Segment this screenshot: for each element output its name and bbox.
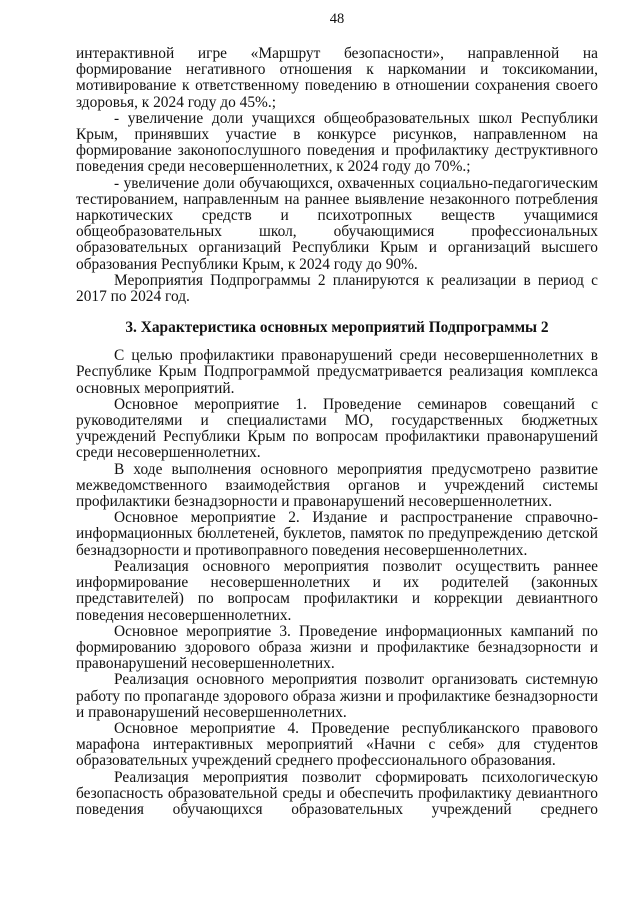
paragraph: Реализация мероприятия позволит сформировать психологическую безопасность образовательной среды и обеспечить профилактику девиантного поведения обучающихся образовательных учреждений среднего — [76, 768, 598, 818]
paragraph: Реализация основного мероприятия позволит осуществить раннее информирование несовершеннолетних и их родителей (законных представителей) по вопросам профилактики и коррекции девиантного поведения несовершеннолетних. — [76, 557, 598, 624]
paragraph: Реализация основного мероприятия позволит организовать системную работу по пропаганде здорового образа жизни и профилактике безнадзорности и правонарушений несовершеннолетних. — [76, 671, 598, 721]
list-item: - увеличение доли учащихся общеобразовательных школ Республики Крым, принявших участие в конкурсе рисунков, направленном на формирование законопослушного поведения и профилактику деструктивного поведения среди несовершеннолетних, к 2024 году до 70%.; — [76, 109, 598, 176]
paragraph: Основное мероприятие 1. Проведение семинаров совещаний с руководителями и специалистами МО, государственных бюджетных учреждений Республики Крым по вопросам профилактики правонарушений среди несовершеннолетних. — [76, 395, 598, 462]
paragraph: Мероприятия Подпрограммы 2 планируются к реализации в период с 2017 по 2024 год. — [76, 271, 598, 306]
document-page — [76, 10, 598, 818]
paragraph: Основное мероприятие 4. Проведение республиканского правового марафона интерактивных мероприятий «Начни с себя» для студентов образовательных учреждений среднего профессионального образования. — [76, 719, 598, 770]
paragraph: С целью профилактики правонарушений среди несовершеннолетних в Республике Крым Подпрограммой предусматривается реализация комплекса основных мероприятий. — [76, 347, 598, 397]
list-item: - увеличение доли обучающихся, охваченных социально-педагогическим тестированием, направленным на раннее выявление незаконного потребления наркотических средств и психотропных веществ учащимися общеобразовательных школ, обучающимися профессиональных образовательных организаций Республики Крым и организаций высшего образования Республики Крым, к 2024 году до 90%. — [76, 174, 598, 273]
page-number: 48 — [329, 11, 345, 27]
paragraph: интерактивной игре «Маршрут безопасности», направленной на формирование негативного отношения к наркомании и токсикомании, мотивирование к ответственному поведению в отношении сохранения своего здоровья, к 2024 году до 45%.; — [76, 45, 598, 111]
paragraph: В ходе выполнения основного мероприятия предусмотрено развитие межведомственного взаимодействия органов и учреждений системы профилактики безнадзорности и правонарушений несовершеннолетних. — [76, 460, 598, 511]
paragraph: Основное мероприятие 2. Издание и распространение справочно-информационных бюллетеней, буклетов, памяток по предупреждению детской безнадзорности и противоправного поведения несовершеннолетних. — [76, 509, 598, 559]
section-heading: 3. Характеристика основных мероприятий Подпрограммы 2 — [125, 319, 549, 337]
paragraph: Основное мероприятие 3. Проведение информационных кампаний по формированию здорового образа жизни и профилактике безнадзорности и правонарушений несовершеннолетних. — [76, 622, 598, 673]
